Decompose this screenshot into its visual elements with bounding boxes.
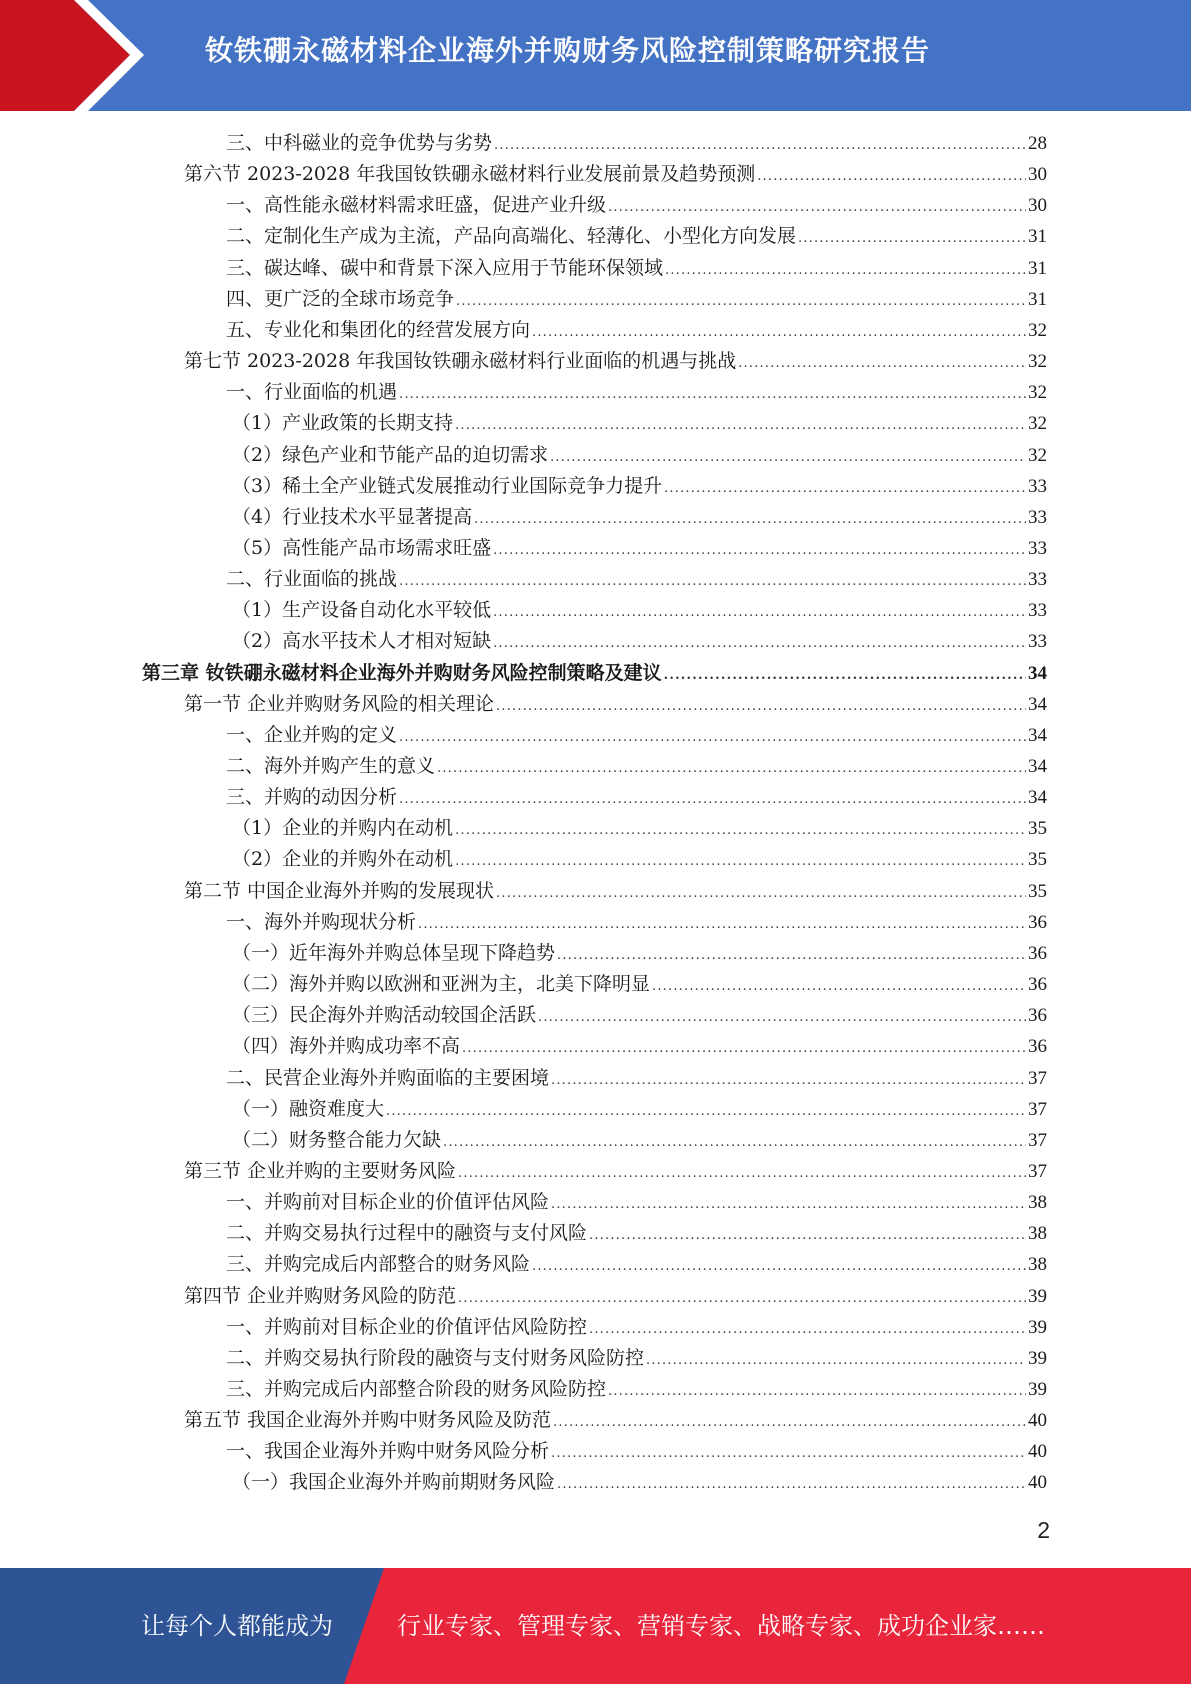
toc-entry-label: 三、并购完成后内部整合的财务风险 (226, 1253, 531, 1276)
toc-entry-page: 33 (1028, 475, 1047, 497)
toc-leader-dots (550, 442, 1026, 473)
toc-entry-label: 二、行业面临的挑战 (226, 568, 398, 591)
toc-entry[interactable] (232, 938, 1047, 969)
toc-entry-page: 36 (1028, 974, 1047, 996)
toc-leader-dots (532, 317, 1026, 348)
toc-entry-label: 一、行业面临的机遇 (226, 381, 398, 404)
toc-entry-label: 一、并购前对目标企业的价值评估风险 (226, 1191, 550, 1214)
toc-entry[interactable] (232, 1094, 1047, 1125)
toc-entry-label: （5）高性能产品市场需求旺盛 (232, 536, 492, 559)
toc-entry-label: （三）民企海外并购活动较国企活跃 (232, 1004, 537, 1027)
toc-entry-label: （二）财务整合能力欠缺 (232, 1128, 442, 1151)
toc-entry-label: （2）高水平技术人才相对短缺 (232, 630, 492, 653)
toc-entry-page: 33 (1028, 569, 1047, 591)
toc-leader-dots (496, 878, 1026, 909)
toc-entry-page: 31 (1028, 226, 1047, 248)
toc-entry[interactable] (232, 1031, 1047, 1062)
report-title: 钕铁硼永磁材料企业海外并购财务风险控制策略研究报告 (205, 34, 931, 67)
toc-entry[interactable] (226, 720, 1047, 751)
toc-entry-label: 一、并购前对目标企业的价值评估风险防控 (226, 1315, 588, 1338)
toc-entry-page: 30 (1028, 195, 1047, 217)
page-number: 2 (1037, 1517, 1050, 1543)
toc-leader-dots (496, 691, 1026, 722)
toc-leader-dots (757, 161, 1026, 192)
toc-entry-label: （一）近年海外并购总体呈现下降趋势 (232, 941, 556, 964)
toc-entry[interactable] (184, 346, 1047, 377)
toc-entry[interactable] (226, 253, 1047, 284)
toc-leader-dots (557, 1469, 1026, 1500)
toc-entry-page: 39 (1028, 1316, 1047, 1338)
toc-entry[interactable] (184, 1281, 1047, 1312)
toc-entry[interactable] (232, 408, 1047, 439)
toc-leader-dots (455, 815, 1026, 846)
toc-entry[interactable] (226, 1218, 1047, 1249)
toc-entry-page: 35 (1028, 818, 1047, 840)
toc-entry-page: 32 (1028, 351, 1047, 373)
toc-entry-label: 三、中科磁业的竞争优势与劣势 (226, 132, 493, 154)
toc-entry-page: 40 (1028, 1410, 1047, 1432)
toc-entry[interactable] (226, 1187, 1047, 1218)
toc-entry-label: 第七节 2023-2028 年我国钕铁硼永磁材料行业面临的机遇与挑战 (184, 350, 737, 373)
toc-leader-dots (608, 192, 1026, 223)
toc-entry-label: 第三章 钕铁硼永磁材料企业海外并购财务风险控制策略及建议 (142, 661, 662, 684)
toc-leader-dots (551, 1438, 1026, 1469)
toc-entry-page: 37 (1028, 1160, 1047, 1182)
toc-chapter-entry[interactable] (142, 658, 1047, 689)
toc-entry[interactable] (232, 440, 1047, 471)
toc-leader-dots (399, 379, 1026, 410)
toc-entry-label: （1）企业的并购内在动机 (232, 817, 454, 840)
toc-entry-label: 一、海外并购现状分析 (226, 910, 417, 933)
toc-entry[interactable] (184, 876, 1047, 907)
toc-entry-page: 39 (1028, 1347, 1047, 1369)
toc-entry[interactable] (232, 471, 1047, 502)
toc-entry-page: 34 (1028, 756, 1047, 777)
toc-entry[interactable] (184, 159, 1047, 190)
toc-entry-page: 30 (1028, 164, 1047, 186)
toc-entry[interactable] (226, 907, 1047, 938)
toc-leader-dots (532, 1251, 1026, 1282)
toc-entry-label: （1）生产设备自动化水平较低 (232, 599, 492, 622)
toc-entry-page: 33 (1028, 631, 1047, 653)
toc-entry-label: 五、专业化和集团化的经营发展方向 (226, 318, 531, 341)
toc-entry-label: （4）行业技术水平显著提高 (232, 505, 473, 528)
toc-entry-page: 32 (1028, 382, 1047, 404)
toc-entry-page: 36 (1028, 1005, 1047, 1027)
toc-entry-label: 二、海外并购产生的意义 (226, 755, 436, 777)
toc-entry[interactable] (226, 1249, 1047, 1280)
toc-entry-page: 40 (1028, 1472, 1047, 1494)
toc-entry-label: 四、更广泛的全球市场竞争 (226, 287, 455, 310)
toc-entry-label: 二、并购交易执行过程中的融资与支付风险 (226, 1222, 588, 1245)
toc-entry-label: 第一节 企业并购财务风险的相关理论 (184, 692, 495, 715)
toc-entry-label: （四）海外并购成功率不高 (232, 1035, 461, 1058)
toc-entry-page: 31 (1028, 288, 1047, 310)
toc-entry[interactable] (226, 315, 1047, 346)
toc-leader-dots (399, 722, 1026, 753)
toc-entry-page: 34 (1028, 662, 1047, 684)
toc-entry-page: 28 (1028, 133, 1047, 154)
toc-leader-dots (399, 566, 1026, 597)
toc-entry[interactable] (184, 1405, 1047, 1436)
toc-entry-label: 二、并购交易执行阶段的融资与支付财务风险防控 (226, 1346, 645, 1369)
toc-entry-label: （一）融资难度大 (232, 1097, 385, 1120)
toc-leader-dots (557, 940, 1026, 971)
toc-leader-dots (652, 971, 1026, 1002)
toc-entry-page: 37 (1028, 1129, 1047, 1151)
toc-leader-dots (458, 1283, 1026, 1314)
toc-leader-dots (455, 410, 1026, 441)
toc-entry[interactable] (226, 1312, 1047, 1343)
toc-entry[interactable] (232, 595, 1047, 626)
toc-entry-page: 35 (1028, 880, 1047, 902)
toc-leader-dots (493, 535, 1026, 566)
toc-leader-dots (589, 1220, 1026, 1251)
toc-entry[interactable] (226, 564, 1047, 595)
toc-entry[interactable] (232, 533, 1047, 564)
toc-entry-page: 36 (1028, 911, 1047, 933)
toc-entry-label: 第四节 企业并购财务风险的防范 (184, 1284, 457, 1307)
toc-entry-page: 34 (1028, 693, 1047, 715)
toc-entry-page: 39 (1028, 1379, 1047, 1400)
toc-leader-dots (494, 130, 1026, 161)
toc-entry-label: 第二节 中国企业海外并购的发展现状 (184, 879, 495, 902)
toc-entry[interactable] (232, 1125, 1047, 1156)
toc-leader-dots (646, 1345, 1026, 1376)
toc-entry-label: 第六节 2023-2028 年我国钕铁硼永磁材料行业发展前景及趋势预测 (184, 163, 756, 186)
toc-entry-page: 37 (1028, 1098, 1047, 1120)
toc-entry[interactable] (232, 626, 1047, 657)
toc-entry-page: 33 (1028, 537, 1047, 559)
toc-entry-label: 三、并购完成后内部整合阶段的财务风险防控 (226, 1378, 607, 1400)
toc-leader-dots (493, 628, 1026, 659)
toc-leader-dots (538, 1002, 1026, 1033)
toc-entry[interactable] (232, 1467, 1047, 1498)
toc-leader-dots (455, 846, 1026, 877)
toc-entry-label: （2）企业的并购外在动机 (232, 848, 454, 871)
toc-leader-dots (589, 1314, 1026, 1345)
toc-entry[interactable] (226, 1063, 1047, 1094)
toc-entry[interactable] (226, 377, 1047, 408)
toc-entry-label: 三、并购的动因分析 (226, 786, 398, 809)
toc-entry-label: 二、定制化生产成为主流，产品向高端化、轻薄化、小型化方向发展 (226, 225, 797, 248)
toc-entry-page: 34 (1028, 787, 1047, 809)
toc-entry-page: 32 (1028, 444, 1047, 466)
toc-entry-page: 33 (1028, 506, 1047, 528)
toc-entry-label: 一、我国企业海外并购中财务风险分析 (226, 1440, 550, 1463)
toc-leader-dots (664, 660, 1026, 691)
toc-entry-page: 36 (1028, 942, 1047, 964)
toc-entry[interactable] (226, 128, 1047, 159)
toc-leader-dots (664, 473, 1026, 504)
toc-leader-dots (399, 784, 1026, 815)
toc-entry-page: 32 (1028, 319, 1047, 341)
toc-leader-dots (458, 1158, 1026, 1189)
toc-leader-dots (418, 909, 1026, 940)
toc-leader-dots (443, 1127, 1026, 1158)
toc-leader-dots (386, 1096, 1026, 1127)
toc-entry[interactable] (226, 190, 1047, 221)
toc-entry[interactable] (226, 1436, 1047, 1467)
toc-leader-dots (437, 753, 1026, 784)
toc-entry-page: 32 (1028, 413, 1047, 435)
toc-entry-page: 33 (1028, 600, 1047, 622)
toc-entry[interactable] (226, 1343, 1047, 1374)
toc-entry[interactable] (226, 1374, 1047, 1405)
toc-leader-dots (665, 255, 1026, 286)
toc-entry-page: 38 (1028, 1254, 1047, 1276)
toc-leader-dots (462, 1033, 1026, 1064)
toc-entry[interactable] (232, 844, 1047, 875)
toc-entry[interactable] (226, 221, 1047, 252)
toc-entry-label: 一、企业并购的定义 (226, 723, 398, 746)
footer-slogan-right: 行业专家、管理专家、营销专家、战略专家、成功企业家…… (397, 1612, 1045, 1640)
toc-entry-page: 39 (1028, 1285, 1047, 1307)
toc-entry-label: （一）我国企业海外并购前期财务风险 (232, 1471, 556, 1494)
toc-entry-label: （1）产业政策的长期支持 (232, 412, 454, 435)
toc-leader-dots (738, 348, 1026, 379)
toc-leader-dots (493, 597, 1026, 628)
toc-entry-label: （二）海外并购以欧洲和亚洲为主，北美下降明显 (232, 973, 651, 996)
toc-entry-page: 38 (1028, 1192, 1047, 1214)
toc-entry-label: （3）稀土全产业链式发展推动行业国际竞争力提升 (232, 474, 663, 497)
toc-entry-page: 40 (1028, 1441, 1047, 1463)
toc-entry-label: 二、民营企业海外并购面临的主要困境 (226, 1066, 550, 1089)
page-footer (0, 1568, 1191, 1684)
page-header (0, 0, 1191, 111)
toc-entry-page: 38 (1028, 1223, 1047, 1245)
toc-entry-page: 31 (1028, 257, 1047, 279)
toc-entry-page: 37 (1028, 1067, 1047, 1089)
toc-entry[interactable] (232, 502, 1047, 533)
toc-leader-dots (798, 223, 1026, 254)
footer-slogan-left: 让每个人都能成为 (141, 1612, 333, 1640)
toc-leader-dots (608, 1376, 1026, 1407)
toc-entry[interactable] (232, 813, 1047, 844)
toc-entry[interactable] (226, 751, 1047, 782)
header-chevron-icon (60, 0, 170, 111)
toc-entry[interactable] (226, 782, 1047, 813)
toc-entry[interactable] (232, 1000, 1047, 1031)
toc-leader-dots (553, 1407, 1026, 1438)
toc-entry-page: 34 (1028, 724, 1047, 746)
toc-leader-dots (551, 1189, 1026, 1220)
toc-entry-label: （2）绿色产业和节能产品的迫切需求 (232, 443, 549, 466)
toc-leader-dots (474, 504, 1026, 535)
toc-entry-page: 35 (1028, 849, 1047, 871)
toc-entry[interactable] (232, 969, 1047, 1000)
toc-leader-dots (456, 286, 1026, 317)
toc-entry-label: 第五节 我国企业海外并购中财务风险及防范 (184, 1409, 552, 1432)
toc-entry-label: 一、高性能永磁材料需求旺盛，促进产业升级 (226, 194, 607, 217)
toc-entry-label: 第三节 企业并购的主要财务风险 (184, 1159, 457, 1182)
toc-entry-page: 36 (1028, 1036, 1047, 1058)
toc-entry[interactable] (184, 1156, 1047, 1187)
toc-leader-dots (551, 1065, 1026, 1096)
toc-entry[interactable] (184, 689, 1047, 720)
toc-entry-label: 三、碳达峰、碳中和背景下深入应用于节能环保领域 (226, 256, 664, 279)
toc-entry[interactable] (226, 284, 1047, 315)
